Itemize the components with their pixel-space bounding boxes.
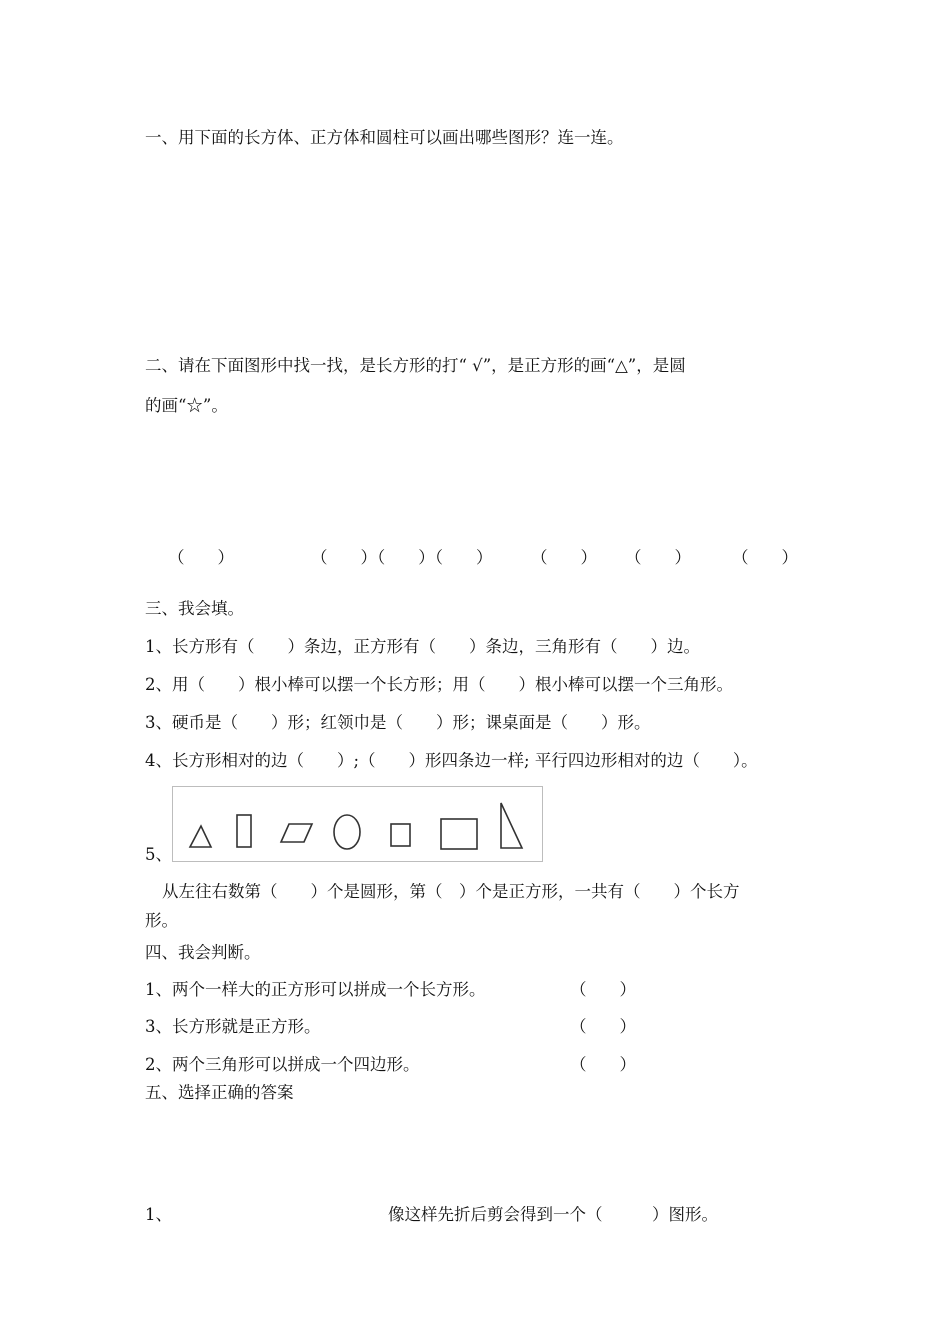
triangle-icon — [190, 826, 211, 847]
section-5-title: 五、选择正确的答案 — [145, 1083, 294, 1102]
fill-question-5-line-1: 从左往右数第（ ）个是圆形，第（ ）个是正方形，一共有（ ）个长方 — [162, 882, 740, 901]
answer-bracket: （ ）（ ）（ ） — [311, 548, 493, 567]
tall-rectangle-icon — [237, 815, 251, 847]
choice-question-1-number: 1、 — [145, 1205, 172, 1224]
judge-question: 3、长方形就是正方形。 — [145, 1017, 321, 1036]
judge-answer-bracket: （ ） — [570, 1055, 636, 1074]
fill-question-5-number: 5、 — [145, 845, 172, 864]
judge-question: 1、两个一样大的正方形可以拼成一个长方形。 — [145, 980, 486, 999]
fill-question-5-line-2: 形。 — [145, 911, 178, 930]
fill-question-4: 4、长方形相对的边（ ）;（ ）形四条边一样; 平行四边形相对的边（ ）。 — [145, 751, 758, 770]
wide-rectangle-icon — [441, 819, 477, 849]
section-2-title-line-1: 二、请在下面图形中找一找，是长方形的打“ √”，是正方形的画“△”，是圆 — [145, 356, 686, 375]
right-triangle-icon — [501, 803, 522, 848]
answer-bracket: （ ） — [732, 548, 798, 567]
fill-question-2: 2、用（ ）根小棒可以摆一个长方形；用（ ）根小棒可以摆一个三角形。 — [145, 675, 733, 694]
answer-bracket: （ ） — [531, 548, 597, 567]
judge-answer-bracket: （ ） — [570, 980, 636, 999]
section-2-title-line-2: 的画“☆”。 — [145, 396, 228, 415]
section-3-title: 三、我会填。 — [145, 599, 244, 618]
fill-question-1: 1、长方形有（ ）条边，正方形有（ ）条边，三角形有（ ）边。 — [145, 637, 700, 656]
shapes-figure — [172, 786, 543, 862]
oval-icon — [334, 815, 360, 849]
answer-bracket: （ ） — [625, 548, 691, 567]
fill-question-3: 3、硬币是（ ）形；红领巾是（ ）形；课桌面是（ ）形。 — [145, 713, 651, 732]
choice-question-1-text: 像这样先折后剪会得到一个（ ）图形。 — [388, 1205, 718, 1224]
section-1-title: 一、用下面的长方体、正方体和圆柱可以画出哪些图形？连一连。 — [145, 128, 624, 147]
judge-question: 2、两个三角形可以拼成一个四边形。 — [145, 1055, 420, 1074]
answer-bracket: （ ） — [168, 548, 234, 567]
parallelogram-icon — [281, 824, 312, 842]
section-4-title: 四、我会判断。 — [145, 943, 261, 962]
judge-answer-bracket: （ ） — [570, 1017, 636, 1036]
small-square-icon — [391, 824, 410, 846]
